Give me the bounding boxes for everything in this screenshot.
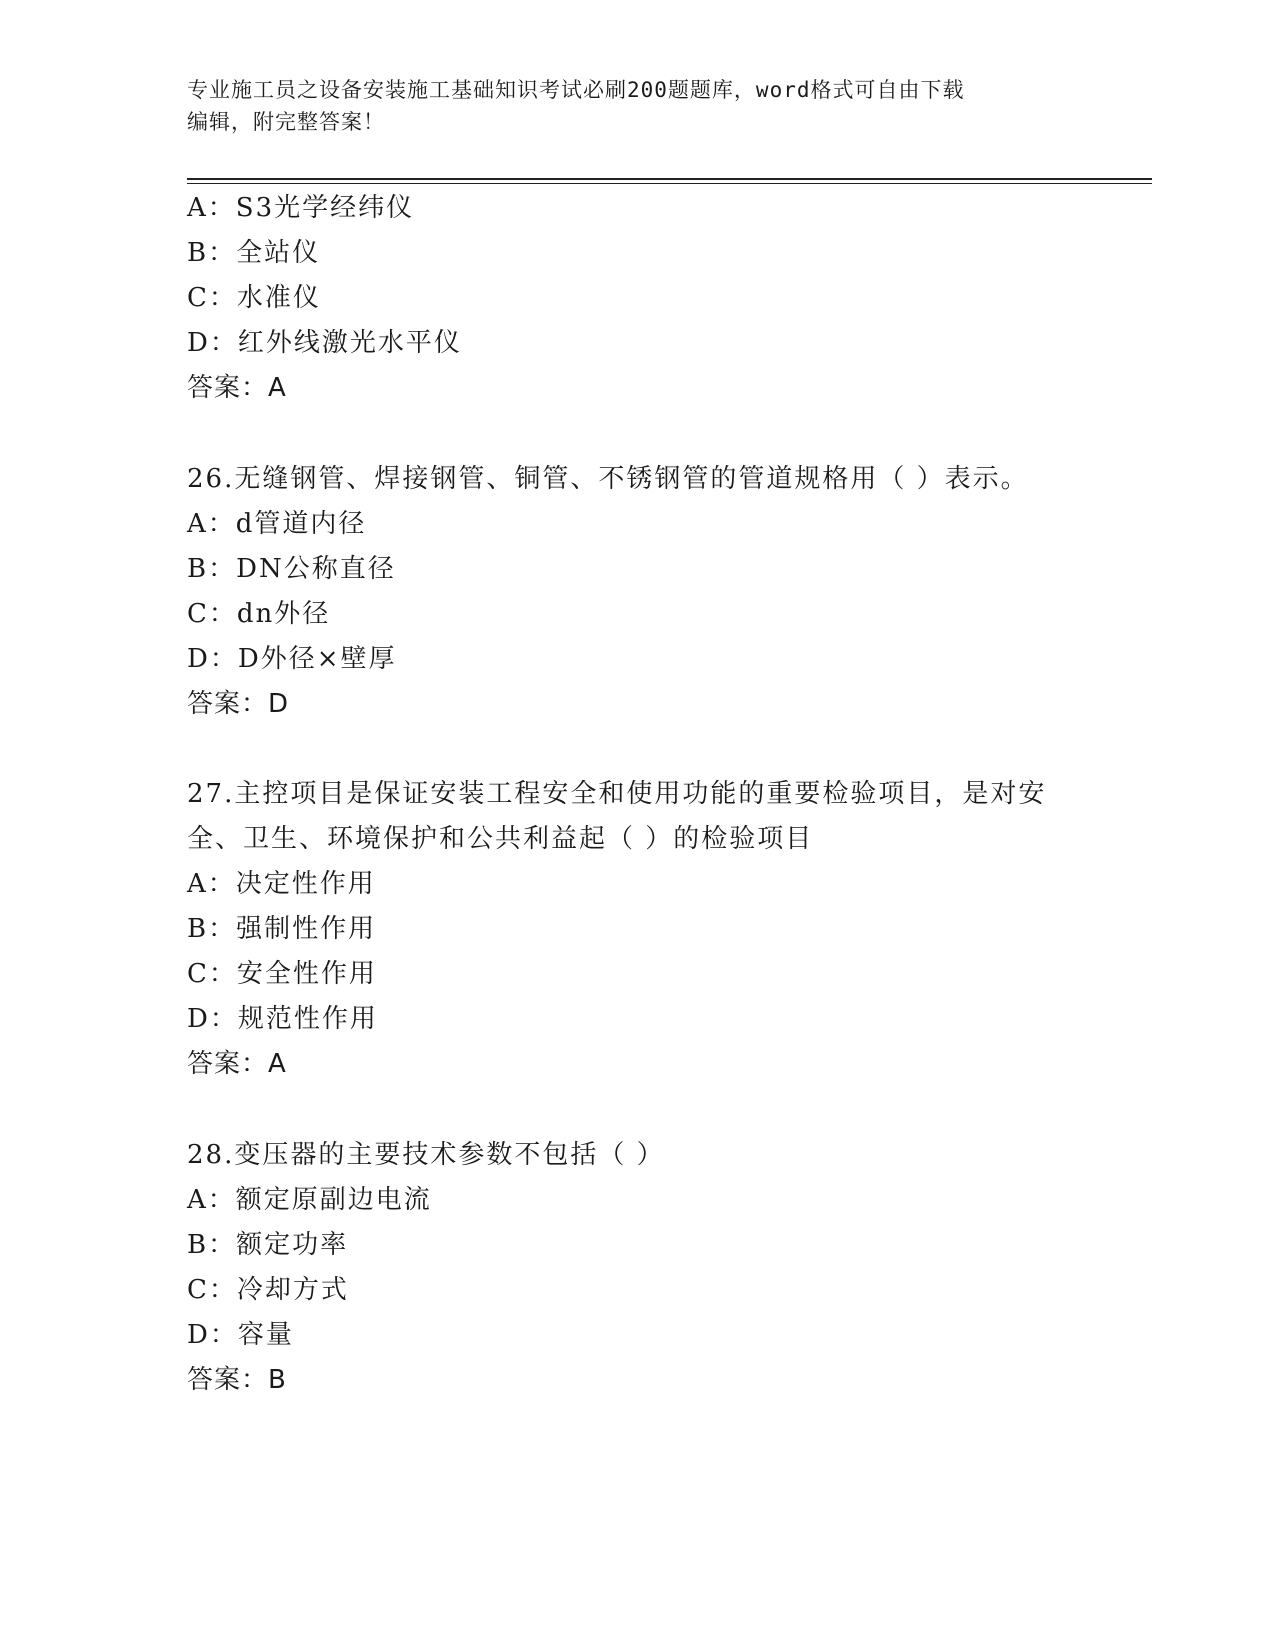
- q25-option-d: D：红外线激光水平仪: [187, 328, 462, 358]
- q26-option-c: C：dn外径: [187, 599, 331, 629]
- header-rule-thick: [187, 178, 1152, 180]
- document-header: [187, 74, 1067, 138]
- q27-option-d: D：规范性作用: [187, 1004, 378, 1034]
- q26-option-d: D：D外径×壁厚: [187, 644, 397, 674]
- q25-answer: 答案：A: [187, 373, 287, 403]
- q28-option-b: B：额定功率: [187, 1230, 349, 1260]
- q26-stem: 26.无缝钢管、焊接钢管、铜管、不锈钢管的管道规格用（ ）表示。: [187, 464, 1029, 494]
- q27-stem-line-1: 27.主控项目是保证安装工程安全和使用功能的重要检验项目，是对安: [187, 779, 1047, 809]
- q27-stem-line-2: 全、卫生、环境保护和公共利益起（ ）的检验项目: [187, 824, 814, 854]
- q28-stem: 28.变压器的主要技术参数不包括（ ）: [187, 1140, 665, 1170]
- q28-answer: 答案：B: [187, 1365, 287, 1395]
- q27-option-a: A：决定性作用: [187, 869, 376, 899]
- q25-option-c: C：水准仪: [187, 283, 321, 313]
- q26-option-b: B：DN公称直径: [187, 554, 396, 584]
- q28-option-d: D：容量: [187, 1320, 294, 1350]
- q25-option-b: B：全站仪: [187, 238, 321, 268]
- q26-answer: 答案：D: [187, 689, 290, 719]
- q27-option-b: B：强制性作用: [187, 914, 377, 944]
- header-line-2: 编辑，附完整答案！: [187, 110, 385, 134]
- q27-option-c: C：安全性作用: [187, 959, 377, 989]
- q25-option-a: A：S3光学经纬仪: [187, 193, 415, 223]
- q26-option-a: A：d管道内径: [187, 509, 367, 539]
- header-rule-thin: [187, 183, 1152, 184]
- q27-answer: 答案：A: [187, 1049, 287, 1079]
- q28-option-c: C：冷却方式: [187, 1275, 349, 1305]
- q28-option-a: A：额定原副边电流: [187, 1185, 432, 1215]
- header-line-1: 专业施工员之设备安装施工基础知识考试必刷200题题库，word格式可自由下载: [187, 78, 965, 102]
